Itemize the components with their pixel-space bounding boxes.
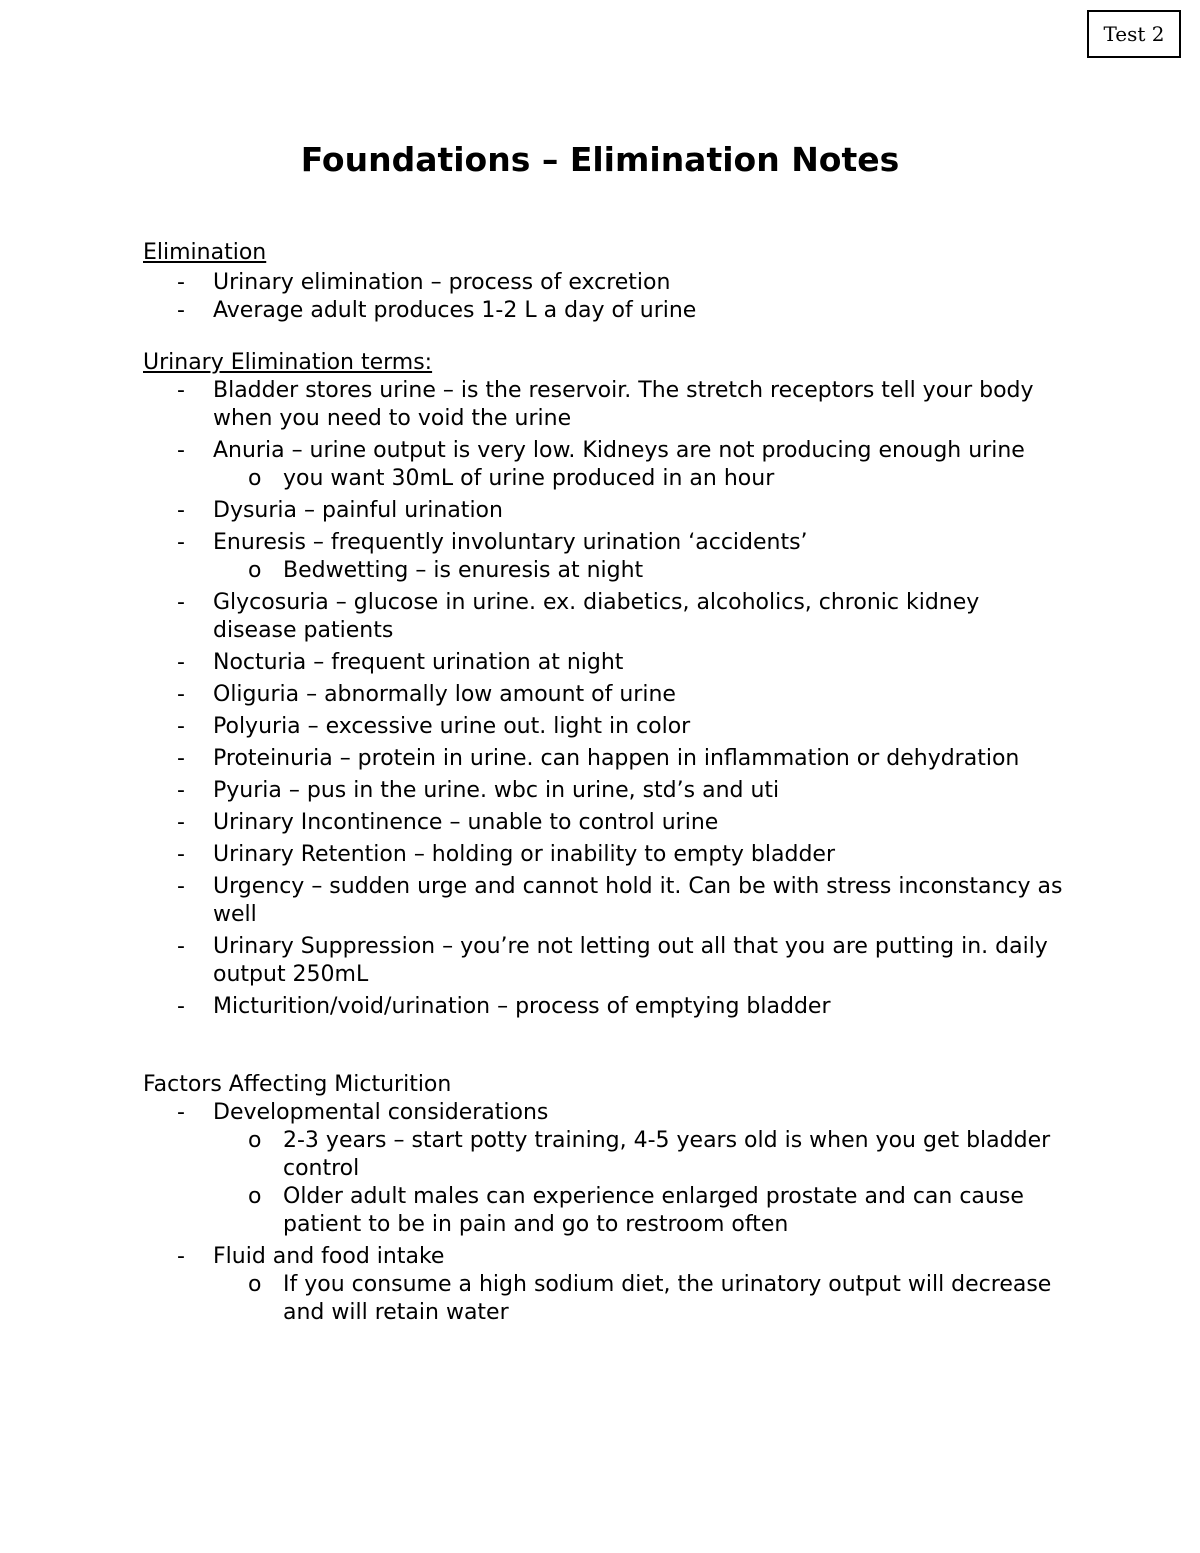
list-item (143, 713, 1063, 741)
notes-sections (143, 239, 1063, 1327)
sub-list (213, 465, 1063, 493)
section-2 (143, 1071, 1063, 1327)
bullet-list (143, 377, 1063, 1021)
list-item-text: Urinary elimination – process of excretion (213, 270, 671, 295)
list-item-text: Urinary Suppression – you’re not letting out all that you are putting in. daily output 250mL (213, 934, 1048, 987)
bullet-list (143, 1099, 1063, 1327)
dash-bullet-icon: - (177, 378, 185, 403)
list-item (143, 777, 1063, 805)
test-label-box (1087, 10, 1181, 58)
list-item-text: Glycosuria – glucose in urine. ex. diabetics, alcoholics, chronic kidney disease patients (213, 590, 980, 643)
list-item (143, 745, 1063, 773)
sub-list-item (213, 1127, 1063, 1183)
dash-bullet-icon: - (177, 1100, 185, 1125)
dash-bullet-icon: - (177, 874, 185, 899)
list-item (143, 841, 1063, 869)
dash-bullet-icon: - (177, 842, 185, 867)
dash-bullet-icon: - (177, 270, 185, 295)
section-heading (143, 349, 1063, 377)
list-item-text: Urinary Retention – holding or inability to empty bladder (213, 842, 835, 867)
dash-bullet-icon: - (177, 934, 185, 959)
list-item (143, 437, 1063, 493)
section-0 (143, 239, 1063, 325)
dash-bullet-icon: - (177, 590, 185, 615)
list-item (143, 873, 1063, 929)
section-heading (143, 239, 1063, 267)
document-title: Foundations – Elimination Notes (300, 140, 900, 179)
sub-list-item-text: If you consume a high sodium diet, the urinatory output will decrease and will retain water (283, 1272, 1052, 1325)
list-item (143, 681, 1063, 709)
dash-bullet-icon: - (177, 298, 185, 323)
list-item-text: Fluid and food intake (213, 1244, 445, 1269)
dash-bullet-icon: - (177, 682, 185, 707)
list-item (143, 269, 1063, 297)
dash-bullet-icon: - (177, 1244, 185, 1269)
sub-list-item (213, 1183, 1063, 1239)
dash-bullet-icon: - (177, 650, 185, 675)
document-body (143, 239, 1063, 1327)
dash-bullet-icon: - (177, 746, 185, 771)
list-item (143, 993, 1063, 1021)
sub-list-item-text: Bedwetting – is enuresis at night (283, 558, 644, 583)
sub-list-item (213, 557, 1063, 585)
section-heading-text: Elimination (143, 240, 267, 265)
section-spacer (143, 325, 1063, 349)
sub-list (213, 1271, 1063, 1327)
dash-bullet-icon: - (177, 438, 185, 463)
sub-list (213, 1127, 1063, 1239)
list-item (143, 377, 1063, 433)
dash-bullet-icon: - (177, 778, 185, 803)
list-item (143, 1243, 1063, 1327)
sub-list-item (213, 1271, 1063, 1327)
circle-bullet-icon: o (248, 1128, 262, 1153)
list-item-text: Anuria – urine output is very low. Kidneys are not producing enough urine (213, 438, 1025, 463)
circle-bullet-icon: o (248, 1184, 262, 1209)
circle-bullet-icon: o (248, 558, 262, 583)
section-heading-text: Factors Affecting Micturition (143, 1072, 452, 1097)
list-item-text: Average adult produces 1-2 L a day of urine (213, 298, 697, 323)
sub-list-item-text: you want 30mL of urine produced in an hour (283, 466, 775, 491)
list-item-text: Bladder stores urine – is the reservoir. The stretch receptors tell your body when you need to void the urine (213, 378, 1034, 431)
sub-list-item-text: Older adult males can experience enlarged prostate and can cause patient to be in pain and go to restroom often (283, 1184, 1024, 1237)
list-item-text: Oliguria – abnormally low amount of urine (213, 682, 676, 707)
list-item-text: Urinary Incontinence – unable to control urine (213, 810, 719, 835)
list-item (143, 297, 1063, 325)
circle-bullet-icon: o (248, 466, 262, 491)
sub-list-item-text: 2-3 years – start potty training, 4-5 years old is when you get bladder control (283, 1128, 1051, 1181)
list-item (143, 1099, 1063, 1239)
list-item (143, 933, 1063, 989)
dash-bullet-icon: - (177, 810, 185, 835)
list-item-text: Developmental considerations (213, 1100, 549, 1125)
test-label: Test 2 (1103, 22, 1165, 46)
dash-bullet-icon: - (177, 994, 185, 1019)
section-heading-text: Urinary Elimination terms: (143, 350, 433, 375)
circle-bullet-icon: o (248, 1272, 262, 1297)
list-item-text: Enuresis – frequently involuntary urination ‘accidents’ (213, 530, 808, 555)
list-item-text: Polyuria – excessive urine out. light in color (213, 714, 691, 739)
list-item (143, 809, 1063, 837)
bullet-list (143, 269, 1063, 325)
list-item-text: Micturition/void/urination – process of emptying bladder (213, 994, 831, 1019)
dash-bullet-icon: - (177, 714, 185, 739)
list-item (143, 589, 1063, 645)
list-item (143, 497, 1063, 525)
section-spacer (143, 1021, 1063, 1071)
list-item-text: Nocturia – frequent urination at night (213, 650, 624, 675)
list-item-text: Dysuria – painful urination (213, 498, 503, 523)
dash-bullet-icon: - (177, 498, 185, 523)
dash-bullet-icon: - (177, 530, 185, 555)
list-item (143, 649, 1063, 677)
sub-list (213, 557, 1063, 585)
list-item-text: Proteinuria – protein in urine. can happen in inflammation or dehydration (213, 746, 1020, 771)
list-item-text: Urgency – sudden urge and cannot hold it. Can be with stress inconstancy as well (213, 874, 1063, 927)
section-heading (143, 1071, 1063, 1099)
list-item (143, 529, 1063, 585)
sub-list-item (213, 465, 1063, 493)
list-item-text: Pyuria – pus in the urine. wbc in urine, std’s and uti (213, 778, 780, 803)
section-1 (143, 349, 1063, 1021)
